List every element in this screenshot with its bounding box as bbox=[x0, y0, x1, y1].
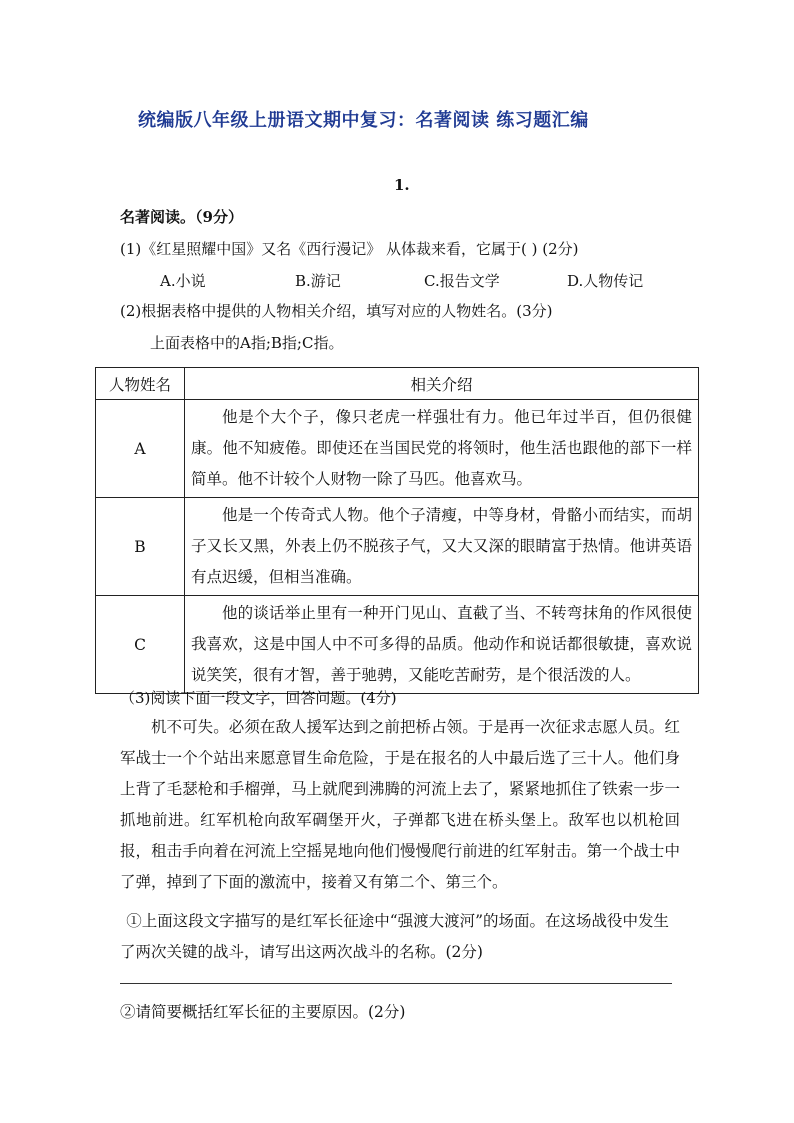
q3-sub2: ②请简要概括红军长征的主要原因。(2分) bbox=[120, 1003, 406, 1021]
q1-option-b: B.游记 bbox=[295, 272, 341, 290]
table-row bbox=[96, 596, 699, 694]
table-header-desc: 相关介绍 bbox=[185, 368, 699, 400]
q2-fill: 上面表格中的A指;B指;C指。 bbox=[150, 334, 344, 352]
page-title: 统编版八年级上册语文期中复习：名著阅读 练习题汇编 bbox=[138, 110, 589, 131]
table-cell-name: A bbox=[96, 400, 185, 498]
reading-passage: 机不可失。必须在敌人援军达到之前把桥占领。于是再一次征求志愿人员。红军战士一个个站出来愿意冒生命危险，于是在报名的人中最后选了三十人。他们身上背了毛瑟枪和手榴弹，马上就爬到沸腾的河流上去了，紧紧地抓住了铁索一步一抓地前进。红军机枪向敌军碉堡开火，子弹都飞进在桥头堡上。敌军也以机枪回报，租击手向着在河流上空摇晃地向他们慢慢爬行前进的红军射击。第一个战士中了弹，掉到了下面的激流中，接着又有第二个、第三个。 bbox=[120, 718, 680, 891]
table-cell-desc: 他的谈话举止里有一种开门见山、直截了当、不转弯抹角的作风很使我喜欢，这是中国人中不可多得的品质。他动作和说话都很敏捷，喜欢说说笑笑，很有才智，善于驰骋，又能吃苦耐劳，是个很活泼的人。 bbox=[185, 596, 699, 694]
question-heading: 名著阅读。（9分） bbox=[120, 208, 243, 226]
table-row bbox=[96, 400, 699, 498]
table-header-name: 人物姓名 bbox=[96, 368, 185, 400]
question-number: 1. bbox=[394, 176, 410, 194]
q1-text: (1)《红星照耀中国》又名《西行漫记》 从体裁来看，它属于( ) (2分) bbox=[120, 240, 579, 258]
table-row bbox=[96, 498, 699, 596]
table-cell-name: C bbox=[96, 596, 185, 694]
q3-text: （3)阅读下面一段文字，回答问题。(4分) bbox=[120, 689, 397, 707]
table-header-row bbox=[96, 368, 699, 400]
answer-line[interactable] bbox=[120, 983, 672, 984]
q1-option-d: D.人物传记 bbox=[567, 272, 644, 290]
table-cell-desc: 他是个大个子，像只老虎一样强壮有力。他已年过半百，但仍很健康。他不知疲倦。即使还在当国民党的将领时，他生活也跟他的部下一样简单。他不计较个人财物一除了马匹。他喜欢马。 bbox=[185, 400, 699, 498]
character-table bbox=[95, 367, 699, 694]
q2-text: (2)根据表格中提供的人物相关介绍，填写对应的人物姓名。(3分) bbox=[120, 302, 553, 320]
table-cell-desc: 他是一个传奇式人物。他个子清瘦，中等身材，骨骼小而结实，而胡子又长又黑，外表上仍不脱孩子气，又大又深的眼睛富于热情。他讲英语有点迟缓，但相当准确。 bbox=[185, 498, 699, 596]
table-cell-name: B bbox=[96, 498, 185, 596]
q3-sub1: ①上面这段文字描写的是红军长征途中“强渡大渡河”的场面。在这场战役中发生了两次关键的战斗，请写出这两次战斗的名称。(2分) bbox=[120, 912, 670, 961]
q1-option-a: A.小说 bbox=[160, 272, 206, 290]
q1-option-c: C.报告文学 bbox=[424, 272, 500, 290]
